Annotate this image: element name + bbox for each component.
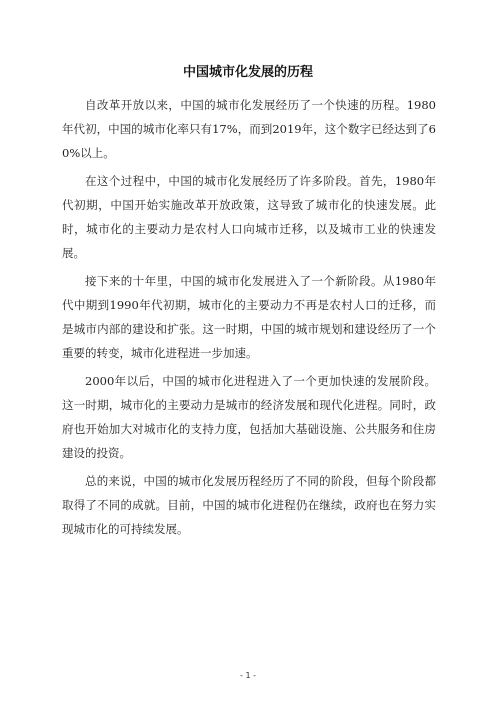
- page-number: - 1 -: [240, 671, 256, 680]
- paragraph-2: 在这个过程中，中国的城市化发展经历了许多阶段。首先，1980年代初期，中国开始实施改革开放政策，这导致了城市化的快速发展。此时，城市化的主要动力是农村人口向城市迁移，以及城市工业的快速发展。: [62, 174, 436, 260]
- paragraph-5: 总的来说，中国的城市化发展历程经历了不同的阶段，但每个阶段都取得了不同的成就。目前，中国的城市化进程仍在继续，政府也在努力实现城市化的可持续发展。: [62, 474, 436, 536]
- paragraph-1: 自改革开放以来，中国的城市化发展经历了一个快速的历程。1980年代初，中国的城市化率只有17%，而到2019年，这个数字已经达到了60%以上。: [62, 98, 436, 160]
- paragraph-4: 2000年以后，中国的城市化进程进入了一个更加快速的发展阶段。这一时期，城市化的主要动力是城市的经济发展和现代化进程。同时，政府也开始加大对城市化的支持力度，包括加大基础设施、公共服务和住房建设的投资。: [62, 374, 436, 460]
- document-title: 中国城市化发展的历程: [182, 65, 313, 80]
- paragraph-3: 接下来的十年里，中国的城市化发展进入了一个新阶段。从1980年代中期到1990年代初期，城市化的主要动力不再是农村人口的迁移，而是城市内部的建设和扩张。这一时期，中国的城市规划和建设经历了一个重要的转变，城市化进程进一步加速。: [62, 274, 436, 360]
- document-body: [62, 93, 436, 545]
